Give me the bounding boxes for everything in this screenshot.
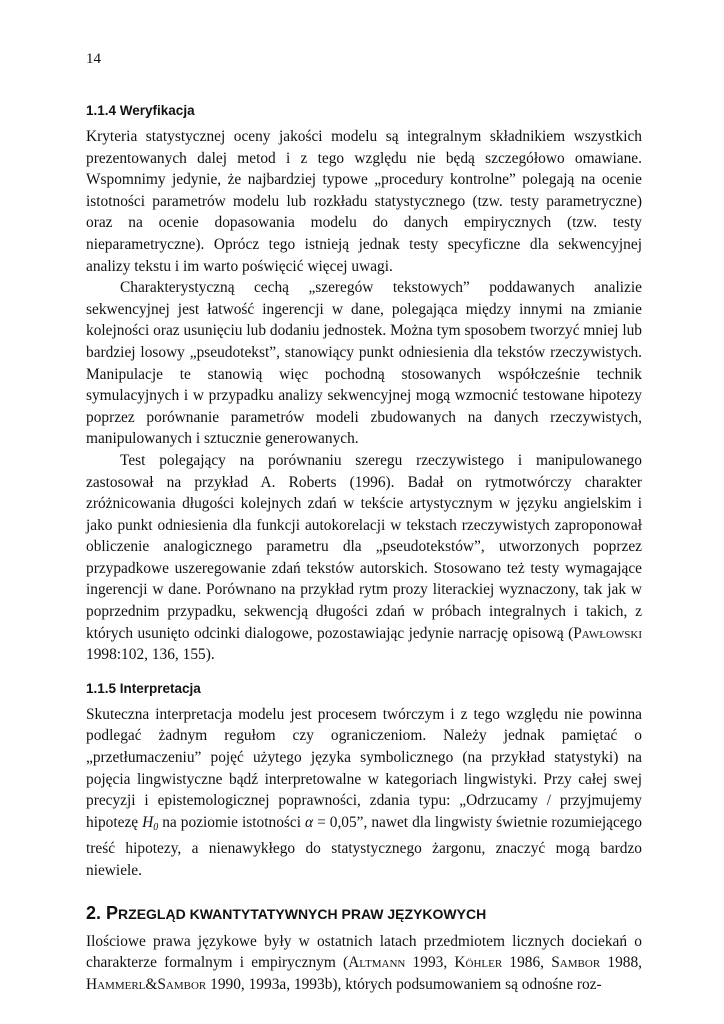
paragraph-verification-2: Charakterystyczną cechą „szeregów tekstowych” poddawanych analizie sekwencyjnej jest łatwość ingerencji w dane, polegająca między innymi na zmianie kolejności oraz usunięciu lub dodaniu jednostek. Można tym sposobem tworzyć mniej lub bardziej losowy „pseudotekst”, stanowiący punkt odniesienia dla tekstów rzeczywistych. Manipulacje te stanowią więc pochodną stosowanych współcześnie technik symulacyjnych i w przypadku analizy sekwencyjnej mogą wzmocnić testowane hipotezy poprzez porównanie parametrów modeli zbudowanych na danych rzeczywistych, manipulowanych i sztucznie generowanych. — [86, 279, 642, 448]
citation-year: 1993, — [405, 954, 455, 972]
paragraph-text: Test polegający na porównaniu szeregu rzeczywistego i manipulowanego zastosował na przykład A. Roberts (1996). Badał on rytmotwórczy charakter zróżnicowania długości kolejnych zdań w tekście artystycznym w języku angielskim i jako punkt odniesienia dla funkcji autokorelacji w tekstach rzeczywistych zaproponował obliczenie analogicznego parametru dla „pseudotekstów”, utworzonych poprzez przypadkowe uszeregowanie zdań tekstów autorskich. Stosowano też testy wymagające ingerencji w dane. Porównano na przykład rytm prozy literackiej wyznaczony, tak jak w poprzednim przypadku, sekwencją długości zdań w próbach integralnych i takich, z których usunięto odcinki dialogowe, pozostawiając jedynie narrację opisową ( — [86, 451, 642, 642]
citation-year: 1986, — [502, 954, 552, 972]
paragraph-text: 1990, 1993a, 1993b), których podsumowaniem są odnośne roz- — [206, 975, 602, 993]
citation-author: Köhler — [454, 954, 503, 972]
paragraph-text: Ilościowe prawa językowe były w ostatnich latach przedmiotem licznych dociekań o charakterze formalnym i empirycznym ( — [86, 932, 642, 972]
hypothesis-subscript: 0 — [153, 821, 159, 833]
hypothesis-symbol: H — [142, 813, 154, 831]
paragraph-text: na poziomie istotności — [158, 813, 305, 831]
paragraph-verification-1: Kryteria statystycznej oceny jakości modelu są integralnym składnikiem wszystkich prezentowanych dalej metod i z tego względu nie będą szczegółowo omawiane. Wspomnimy jedynie, że najbardziej typowe „procedury kontrolne” polegają na ocenie istotności parametrów modelu lub rozkładu statystycznego (tzw. testy parametryczne) oraz na ocenie dopasowania modelu do danych empirycznych (tzw. testy nieparametryczne). Oprócz tego istnieją jednak testy specyficzne dla sekwencyjnej analizy tekstu i im warto poświęcić więcej uwagi. — [86, 128, 642, 275]
citation-author: Pawłowski — [573, 624, 642, 642]
citation-author: Hammerl&Sambor — [86, 975, 207, 993]
alpha-symbol: α — [305, 813, 314, 831]
citation-author: Sambor — [551, 954, 601, 972]
citation-year: 1988, — [600, 954, 643, 972]
paragraph-interpretation — [86, 704, 642, 882]
citation-details: 1998:102, 136, 155). — [86, 646, 215, 664]
paragraph-text: = 0,05”, nawet dla lingwisty świetnie rozumiejącego treść hipotezy, a nienawykłego do statystycznego żargonu, znaczyć mogą bardzo niewiele. — [86, 813, 642, 879]
citation-author: Altmann — [348, 954, 406, 972]
section-number: 2. — [86, 902, 102, 923]
heading-section-2 — [86, 902, 642, 925]
heading-1-1-5: 1.1.5 Interpretacja — [86, 680, 201, 696]
paragraph-text: Skuteczna interpretacja modelu jest procesem twórczym i z tego względu nie powinna podlegać żadnym regułom czy ograniczeniom. Należy jednak pamiętać o „przetłumaczeniu” pojęć użytego języka symbolicznego (na przykład statystyki) na pojęcia lingwistyczne bądź interpretowalne w kategoriach lingwistyki. Przy całej swej precyzji i epistemologicznej poprawności, zdania typu: „Odrzucamy / przyjmujemy hipotezę — [86, 705, 642, 831]
page-content — [86, 102, 642, 995]
paragraph-verification-3 — [86, 450, 642, 666]
section-title-rest: RZEGLĄD KWANTYTATYWNYCH PRAW JĘZYKOWYCH — [118, 905, 487, 922]
heading-1-1-4: 1.1.4 Weryfikacja — [86, 103, 195, 118]
section-title-initial: P — [106, 902, 119, 923]
paragraph-section-2-intro — [86, 931, 642, 996]
page-number: 14 — [86, 51, 101, 67]
